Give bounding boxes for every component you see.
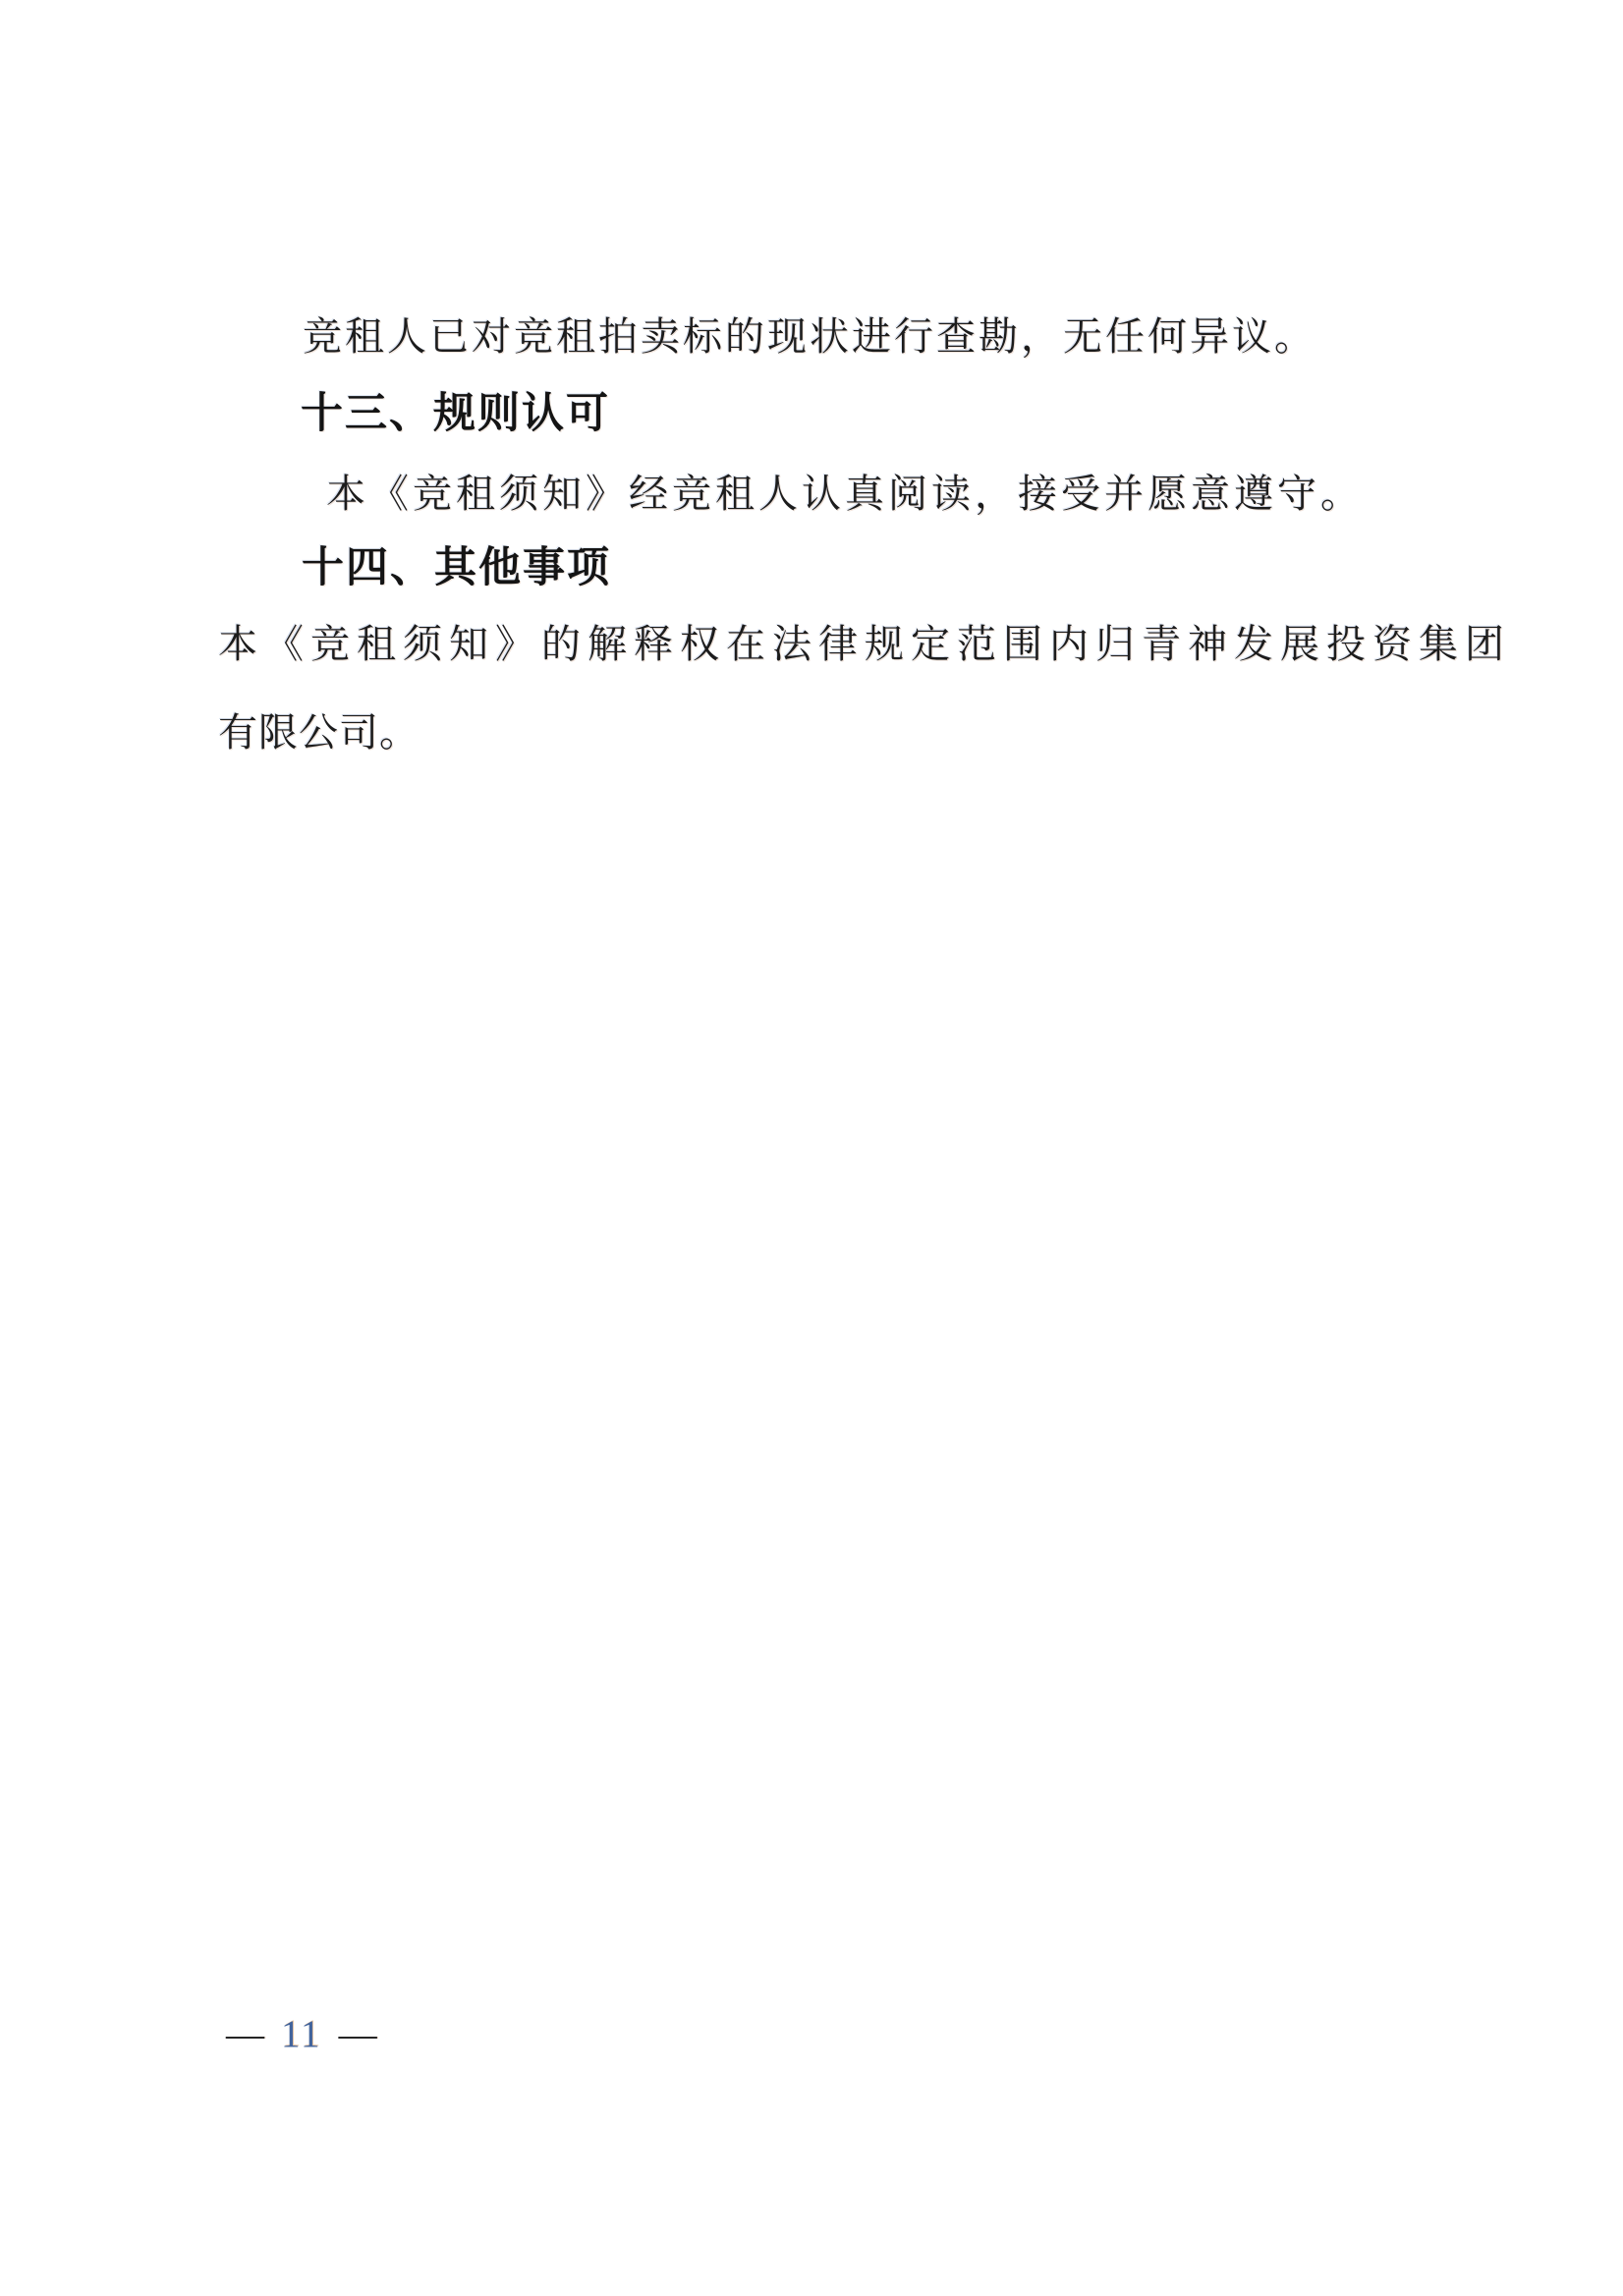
section-heading-13-rule-acceptance: 十三、规则认可 <box>301 390 610 437</box>
page-number-dash-right: — <box>338 2013 377 2055</box>
page-number-dash-left: — <box>226 2013 264 2055</box>
paragraph-interpretation-right-line1: 本《竞租须知》的解释权在法律规定范围内归青神发展投资集团 <box>218 622 1511 666</box>
page-number-footer <box>226 2015 377 2053</box>
paragraph-survey-statement: 竞租人已对竞租拍卖标的现状进行查勘，无任何异议。 <box>303 314 1316 359</box>
paragraph-interpretation-right-line2: 有限公司。 <box>218 710 420 755</box>
section-heading-14-other-matters: 十四、其他事项 <box>302 544 611 591</box>
paragraph-rules-acceptance: 本《竞租须知》经竞租人认真阅读，接受并愿意遵守。 <box>326 472 1364 516</box>
page-number: 11 <box>281 2013 322 2055</box>
